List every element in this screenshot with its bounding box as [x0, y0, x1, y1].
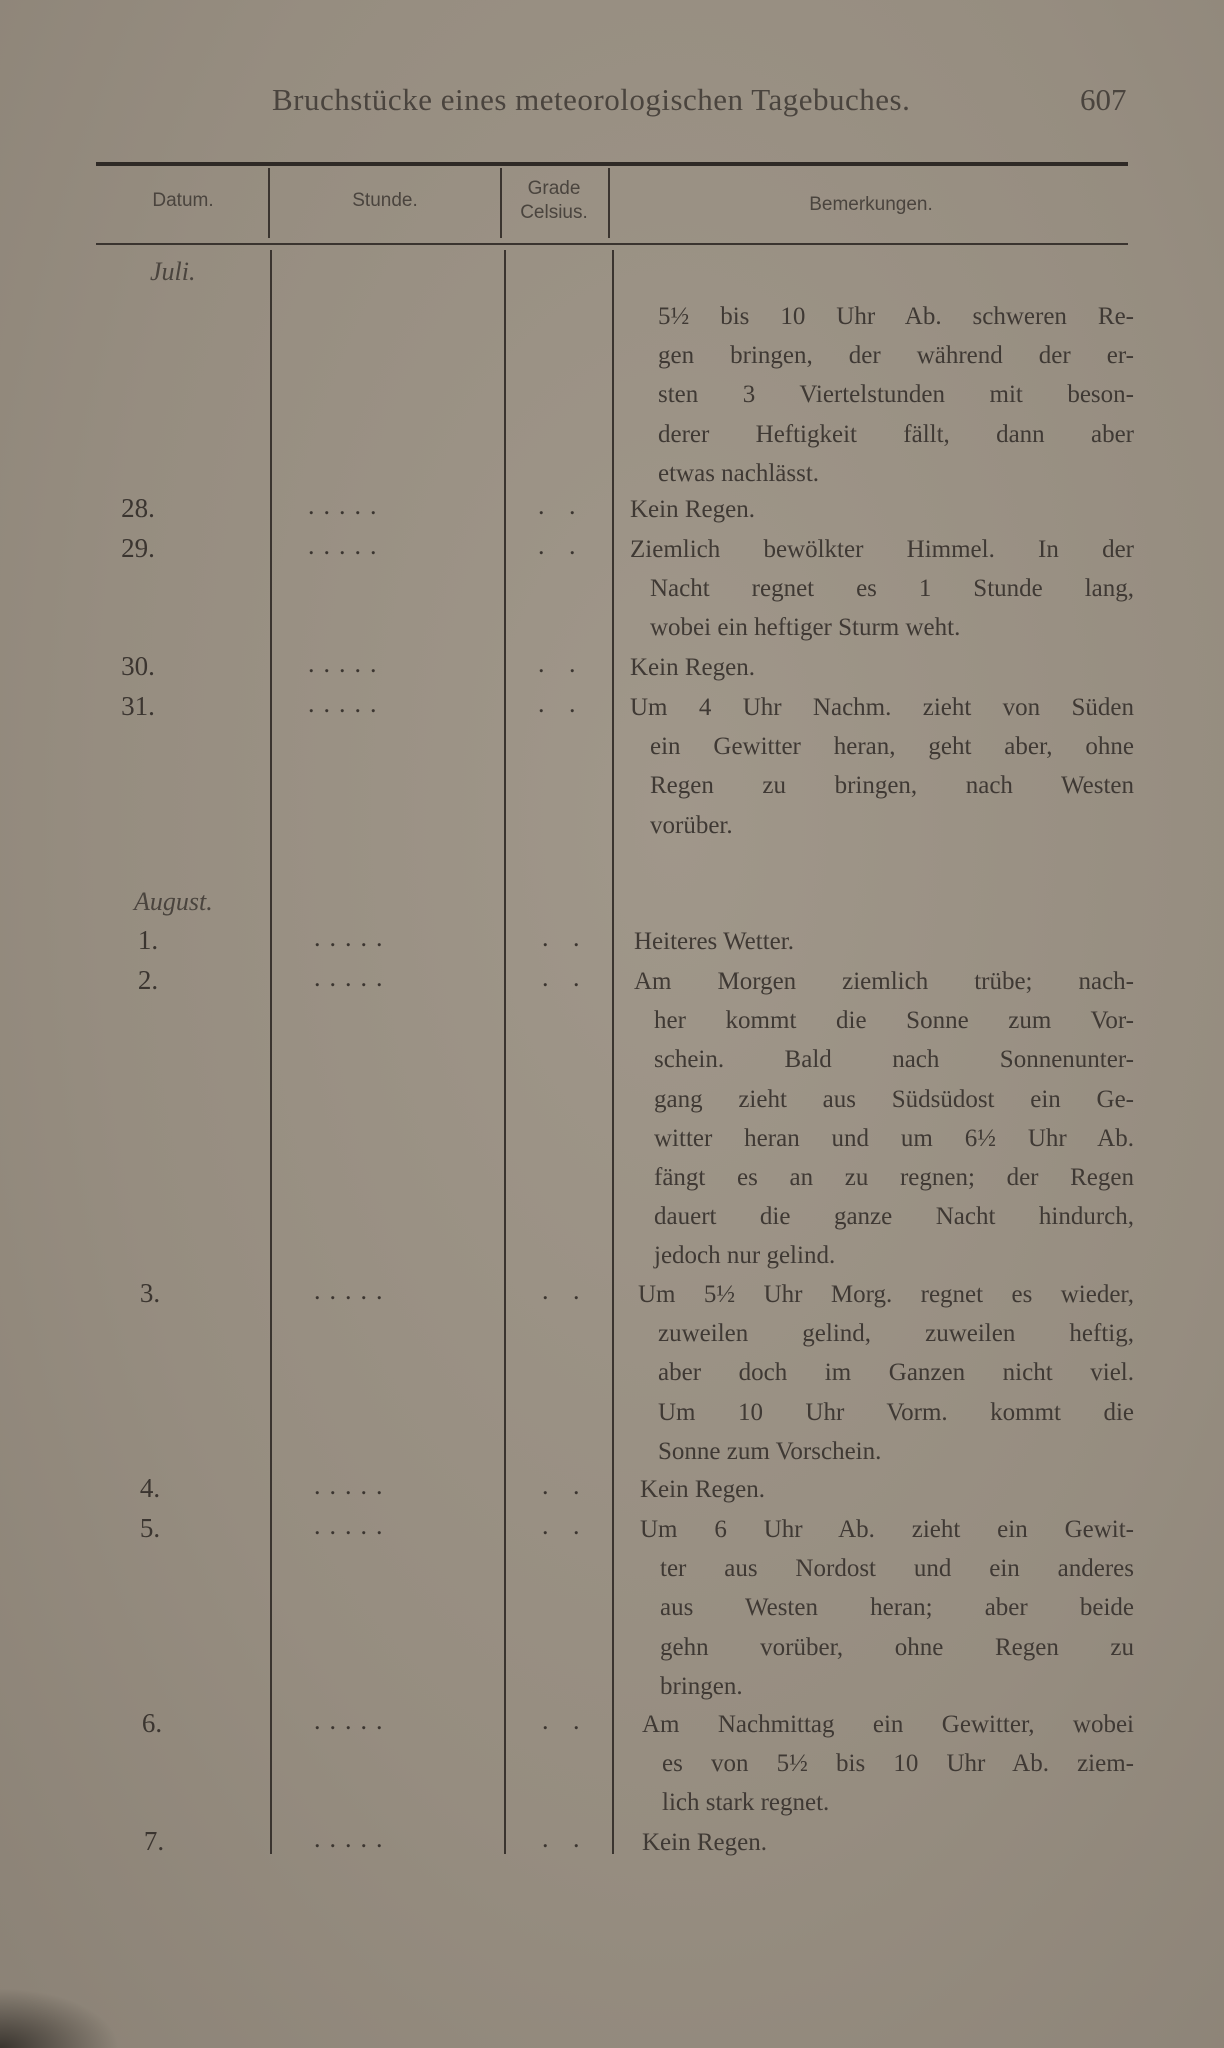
column-header-celsius: Celsius.: [520, 202, 588, 223]
remark-line: schein. Bald nach Sonnenunter-: [654, 1046, 1134, 1074]
remark-line: Nacht regnet es 1 Stunde lang,: [650, 575, 1134, 603]
remark-line: Kein Regen.: [630, 496, 755, 523]
grade-leader: . .: [542, 1276, 589, 1305]
stunde-leader: .....: [314, 1706, 392, 1735]
grade-leader: . .: [542, 963, 589, 992]
grade-leader: . .: [542, 1471, 589, 1500]
table-header-rule: [96, 243, 1128, 245]
remark-line: zuweilen gelind, zuweilen heftig,: [658, 1320, 1134, 1348]
remark-line: ein Gewitter heran, geht aber, ohne: [650, 733, 1134, 761]
remark-line: Am Nachmittag ein Gewitter, wobei: [642, 1711, 1134, 1738]
remark-line: Regen zu bringen, nach Westen: [650, 772, 1134, 800]
remark-line: lich stark regnet.: [662, 1789, 830, 1817]
remark-line: Um 4 Uhr Nachm. zieht von Süden: [630, 694, 1134, 721]
entry-day: 7.: [143, 1826, 165, 1856]
stunde-leader: .....: [308, 491, 386, 520]
stunde-leader: .....: [314, 1471, 392, 1500]
column-divider: [612, 250, 614, 1854]
remark-line: Ziemlich bewölkter Himmel. In der: [630, 536, 1134, 563]
remark-line: Um 6 Uhr Ab. zieht ein Gewit-: [640, 1516, 1134, 1543]
entry-day: 4.: [139, 1473, 161, 1503]
remark-line: witter heran und um 6½ Uhr Ab.: [654, 1124, 1134, 1152]
entry-day: 30.: [121, 651, 155, 681]
remark-line: ter aus Nordost und ein anderes: [660, 1555, 1134, 1583]
remark-line: Am Morgen ziemlich trübe; nach-: [634, 968, 1134, 995]
page-number: 607: [1080, 82, 1127, 117]
grade-leader: . .: [542, 1511, 589, 1540]
column-divider: [608, 168, 610, 238]
remark-line: aber doch im Ganzen nicht viel.: [658, 1359, 1134, 1387]
column-header-stunde: Stunde.: [352, 190, 418, 211]
remark-line: Kein Regen.: [630, 654, 755, 681]
column-divider: [504, 250, 506, 1854]
grade-leader: . .: [538, 491, 585, 520]
remark-line: es von 5½ bis 10 Uhr Ab. ziem-: [662, 1750, 1134, 1778]
stunde-leader: .....: [314, 1276, 392, 1305]
remark-line: her kommt die Sonne zum Vor-: [654, 1007, 1134, 1035]
column-header-datum: Datum.: [152, 190, 214, 211]
entry-day: 1.: [137, 925, 159, 955]
column-divider: [268, 168, 270, 238]
column-header-grade: Grade: [527, 178, 581, 199]
stunde-leader: .....: [314, 923, 392, 952]
grade-leader: . .: [538, 689, 585, 718]
grade-leader: . .: [542, 923, 589, 952]
remark-line: gehn vorüber, ohne Regen zu: [660, 1633, 1134, 1661]
remark-line: dauert die ganze Nacht hindurch,: [654, 1203, 1134, 1231]
remark-line: derer Heftigkeit fällt, dann aber: [658, 420, 1134, 448]
remark-line: aus Westen heran; aber beide: [660, 1594, 1134, 1622]
entry-day: 31.: [121, 691, 155, 721]
entry-day: 2.: [137, 965, 159, 995]
entry-day: 6.: [141, 1708, 163, 1738]
remark-line: 5½ bis 10 Uhr Ab. schweren Re-: [658, 303, 1134, 330]
remark-line: wobei ein heftiger Sturm weht.: [650, 614, 961, 642]
entry-day: 3.: [139, 1278, 161, 1308]
remark-line: bringen.: [660, 1672, 743, 1700]
corner-shadow: [0, 1988, 120, 2048]
grade-leader: . .: [538, 531, 585, 560]
remark-line: vorüber.: [650, 811, 733, 839]
remark-line: gang zieht aus Südsüdost ein Ge-: [654, 1085, 1134, 1113]
grade-leader: . .: [542, 1824, 589, 1853]
remark-line: Kein Regen.: [642, 1829, 767, 1856]
remark-line: Um 10 Uhr Vorm. kommt die: [658, 1398, 1134, 1426]
month-heading-juli: Juli.: [150, 257, 196, 286]
table-top-rule: [96, 162, 1128, 166]
remark-line: Kein Regen.: [640, 1476, 765, 1503]
entry-day: 29.: [121, 533, 155, 563]
stunde-leader: .....: [308, 649, 386, 678]
grade-leader: . .: [538, 649, 585, 678]
entry-day: 5.: [139, 1513, 161, 1543]
remark-line: Sonne zum Vorschein.: [658, 1437, 882, 1465]
remark-line: Heiteres Wetter.: [634, 928, 794, 955]
stunde-leader: .....: [314, 963, 392, 992]
stunde-leader: .....: [314, 1824, 392, 1853]
running-title: Bruchstücke eines meteorologischen Tagebuches.: [272, 82, 911, 117]
remark-line: sten 3 Viertelstunden mit beson-: [658, 381, 1134, 409]
stunde-leader: .....: [314, 1511, 392, 1540]
remark-line: gen bringen, der während der er-: [658, 342, 1134, 370]
remark-line: jedoch nur gelind.: [654, 1242, 836, 1270]
stunde-leader: .....: [308, 689, 386, 718]
entry-day: 28.: [121, 493, 155, 523]
column-divider: [270, 250, 272, 1854]
stunde-leader: .....: [308, 531, 386, 560]
remark-line: fängt es an zu regnen; der Regen: [654, 1164, 1134, 1191]
column-header-bemerkungen: Bemerkungen.: [809, 194, 933, 215]
grade-leader: . .: [542, 1706, 589, 1735]
remark-line: Um 5½ Uhr Morg. regnet es wieder,: [638, 1281, 1134, 1308]
month-heading-august: August.: [134, 887, 213, 916]
remark-line: etwas nachlässt.: [658, 459, 820, 487]
